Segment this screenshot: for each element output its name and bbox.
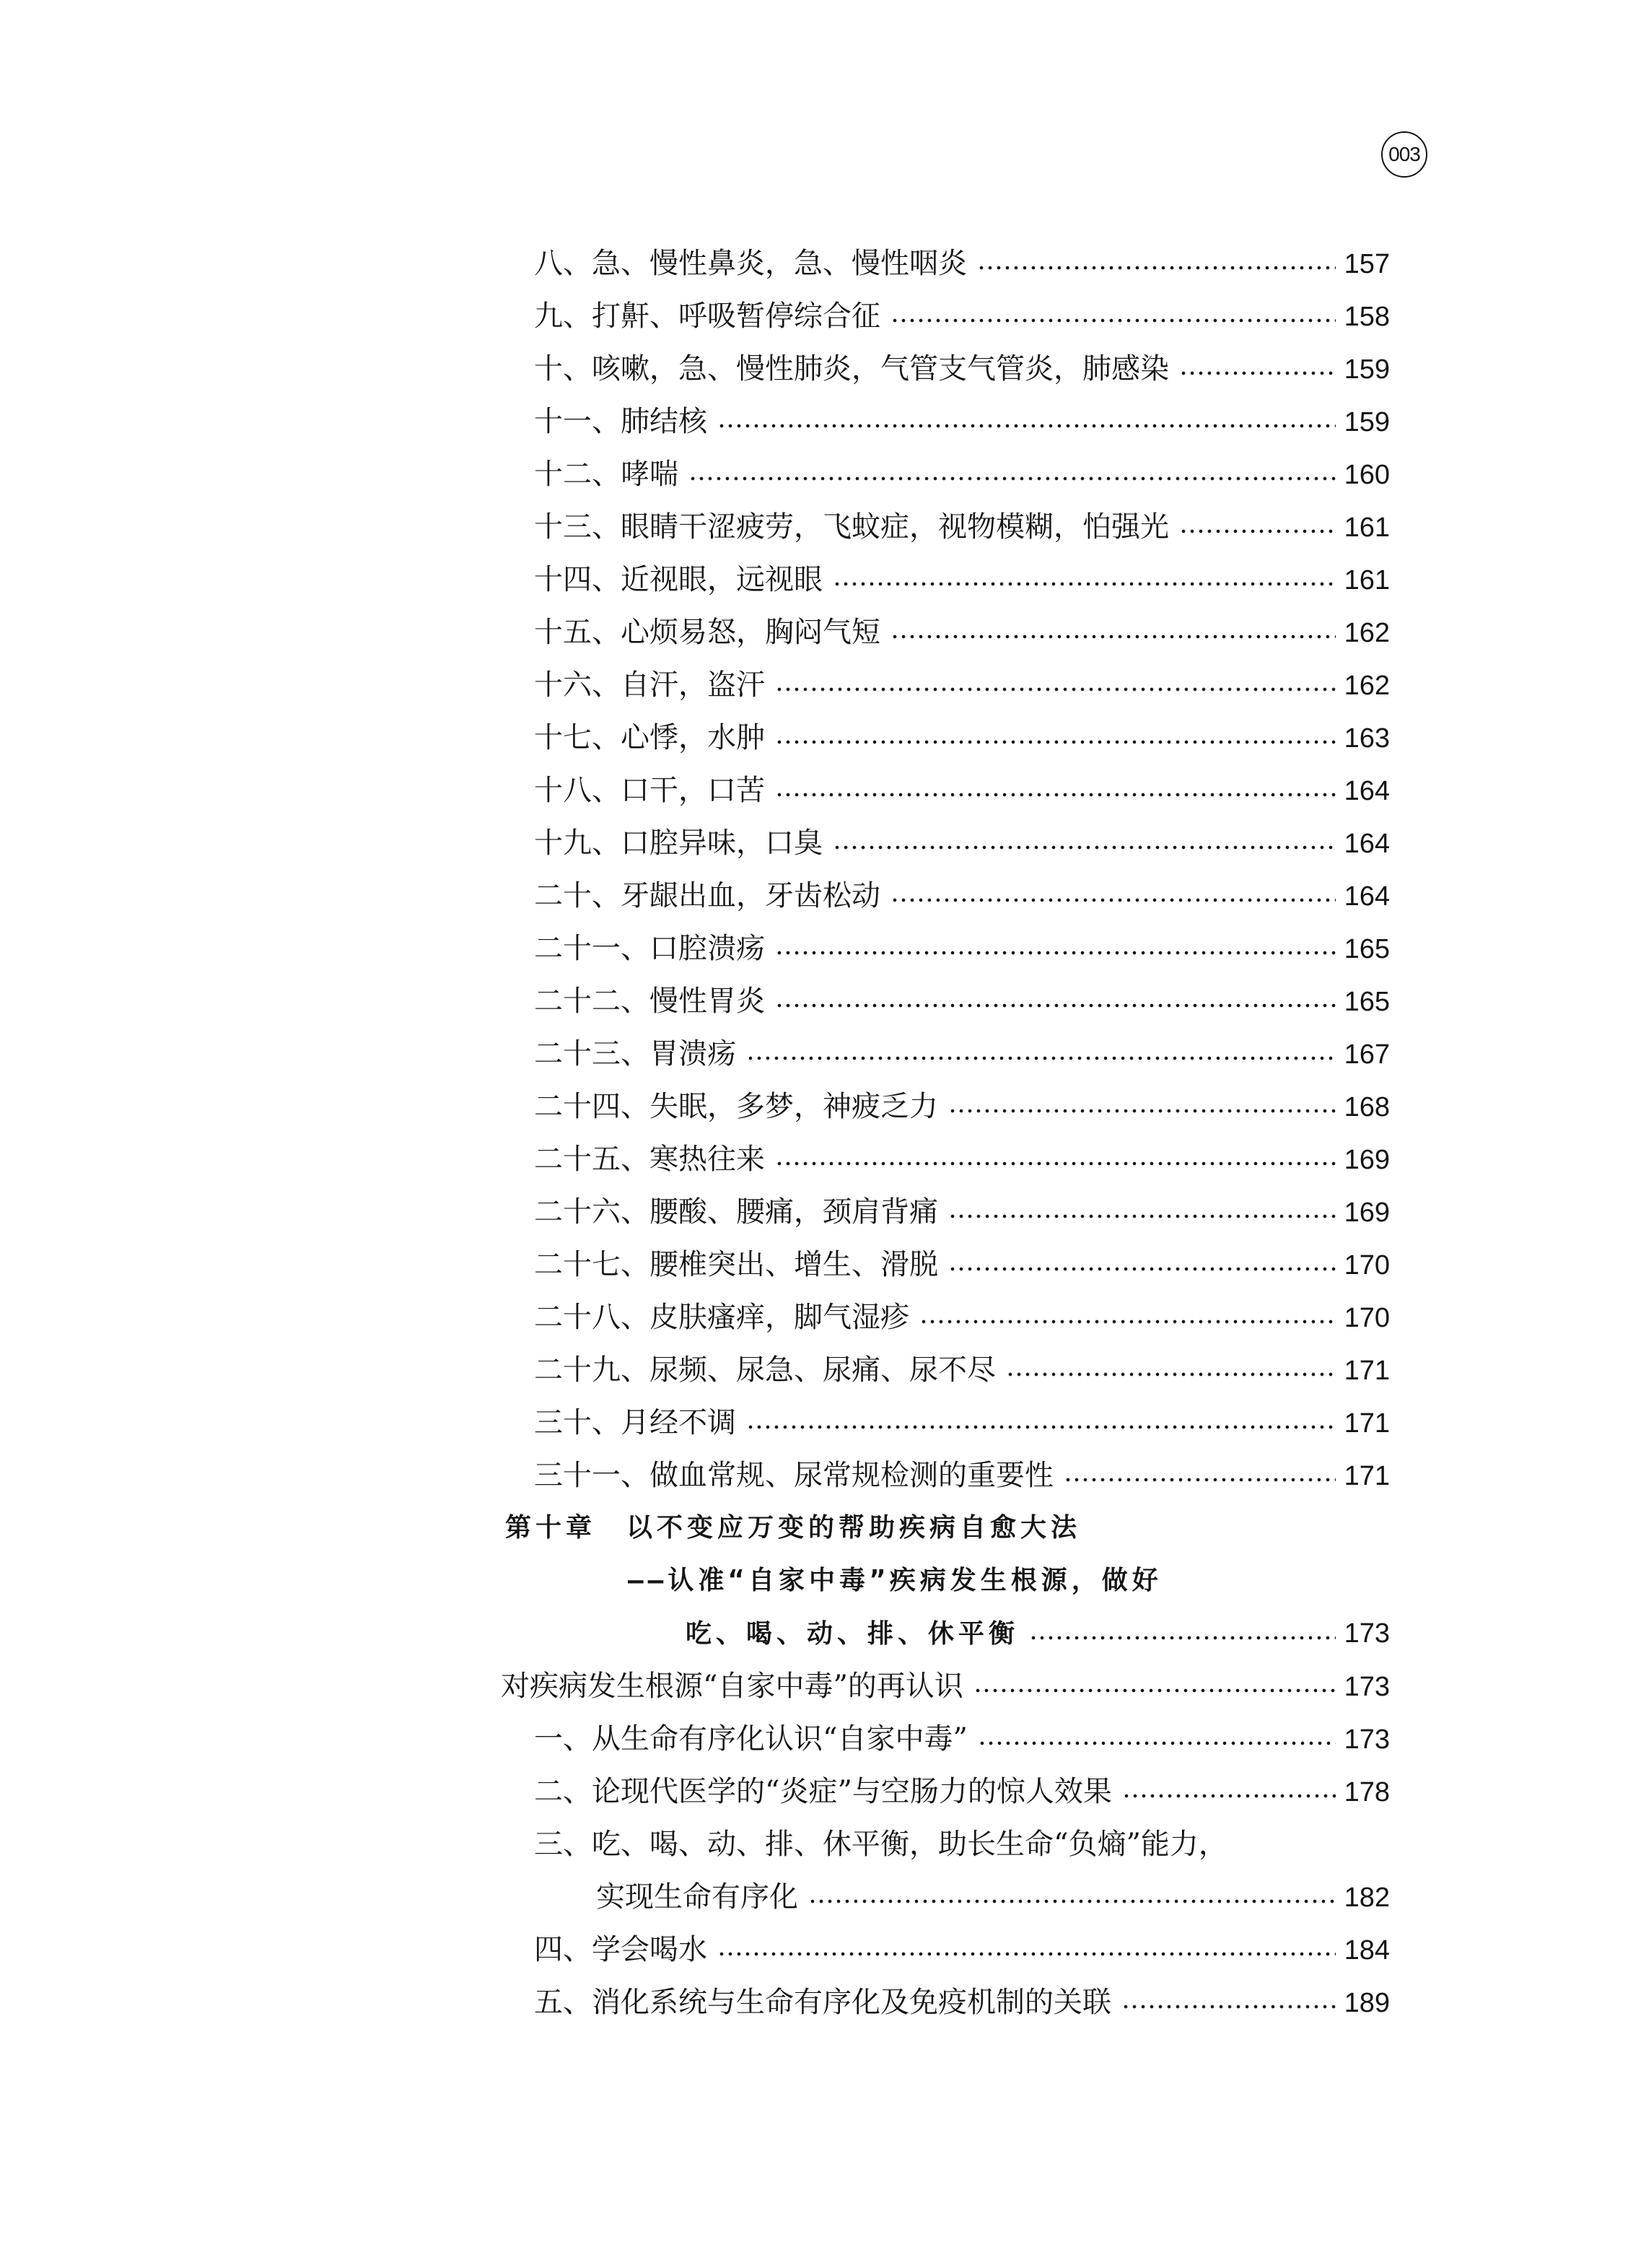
dot-leader xyxy=(1179,528,1336,534)
dot-leader xyxy=(746,1055,1336,1061)
toc-entry-label: 实现生命有序化 xyxy=(596,1880,798,1914)
dot-leader xyxy=(1064,1477,1336,1483)
toc-entry-page: 161 xyxy=(1344,513,1390,543)
toc-entry-label: 十八、口干，口苦 xyxy=(534,774,765,807)
toc-entry-page: 164 xyxy=(1344,829,1390,859)
toc-entry-label: 九、打鼾、呼吸暂停综合征 xyxy=(534,300,880,333)
toc-entry-label: 十、咳嗽，急、慢性肺炎，气管支气管炎，肺感染 xyxy=(534,352,1169,385)
toc-entry[interactable] xyxy=(534,1823,1390,1866)
dot-leader xyxy=(717,1951,1336,1957)
dot-leader xyxy=(890,318,1336,323)
toc-entry-label: 十五、心烦易怒，胸闷气短 xyxy=(534,616,880,649)
toc-entry-label: 二十八、皮肤瘙痒，脚气湿疹 xyxy=(534,1301,909,1334)
toc-entry[interactable] xyxy=(534,1243,1390,1286)
dot-leader xyxy=(775,686,1336,692)
toc-entry[interactable] xyxy=(534,1032,1390,1076)
toc-entry[interactable] xyxy=(534,663,1390,707)
toc-entry[interactable] xyxy=(534,505,1390,549)
toc-entry-page: 162 xyxy=(1344,618,1390,648)
dot-leader xyxy=(1029,1635,1336,1641)
toc-entry-label: 二十六、腰酸、腰痛，颈肩背痛 xyxy=(534,1195,938,1229)
dot-leader xyxy=(775,1161,1336,1166)
toc-entry-page: 161 xyxy=(1344,565,1390,596)
dot-leader xyxy=(948,1213,1336,1219)
toc-entry-page: 171 xyxy=(1344,1461,1390,1491)
dot-leader xyxy=(948,1266,1336,1272)
toc-entry-label: 二十三、胃溃疡 xyxy=(534,1037,736,1070)
toc-entry-page: 171 xyxy=(1344,1356,1390,1386)
toc-entry-page: 184 xyxy=(1344,1935,1390,1966)
toc-entry-label: 二十、牙龈出血，牙齿松动 xyxy=(534,879,880,912)
dot-leader xyxy=(775,792,1336,798)
chapter-subtitle[interactable] xyxy=(628,1559,1390,1602)
dot-leader xyxy=(775,739,1336,745)
toc-entry-label: 八、急、慢性鼻炎，急、慢性咽炎 xyxy=(534,247,967,280)
dot-leader xyxy=(973,1688,1336,1693)
toc-entry-label: 二、论现代医学的“炎症”与空肠力的惊人效果 xyxy=(534,1775,1112,1808)
dot-leader xyxy=(977,265,1336,271)
toc-entry-page: 169 xyxy=(1344,1198,1390,1228)
toc-entry[interactable] xyxy=(534,927,1390,970)
toc-entry-label: 一、从生命有序化认识“自家中毒” xyxy=(534,1722,968,1755)
dot-leader xyxy=(775,950,1336,956)
dot-leader xyxy=(775,1003,1336,1008)
toc-entry-page: 165 xyxy=(1344,987,1390,1017)
toc-entry[interactable] xyxy=(534,1401,1390,1444)
toc-entry-label: 五、消化系统与生命有序化及免疫机制的关联 xyxy=(534,1986,1111,2019)
toc-entry-continuation[interactable] xyxy=(596,1875,1390,1919)
toc-entry[interactable] xyxy=(534,1981,1390,2024)
toc-entry-page: 171 xyxy=(1344,1408,1390,1439)
toc-entry-label: ——认准“自家中毒”疾病发生根源，做好 xyxy=(628,1566,1163,1595)
toc-entry-page: 173 xyxy=(1344,1672,1390,1702)
toc-entry-label: 十二、哮喘 xyxy=(534,458,678,491)
dot-leader xyxy=(919,1319,1336,1325)
toc-entry[interactable] xyxy=(534,453,1390,496)
dot-leader xyxy=(1006,1371,1336,1377)
dot-leader xyxy=(1179,370,1336,376)
toc-entry-label: 三十、月经不调 xyxy=(534,1406,736,1439)
toc-entry[interactable] xyxy=(534,769,1390,812)
dot-leader xyxy=(833,845,1336,850)
toc-entry-page: 167 xyxy=(1344,1039,1390,1070)
toc-entry[interactable] xyxy=(534,242,1390,285)
page-number: 003 xyxy=(1381,131,1427,178)
toc-entry-page: 182 xyxy=(1344,1883,1390,1913)
toc-entry[interactable] xyxy=(534,611,1390,654)
toc-entry-page: 158 xyxy=(1344,302,1390,332)
toc-entry-label: 三、吃、喝、动、排、休平衡，助长生命“负熵”能力， xyxy=(534,1828,1227,1861)
toc-entry-page: 164 xyxy=(1344,881,1390,912)
toc-entry-page: 160 xyxy=(1344,460,1390,490)
toc-entry[interactable] xyxy=(534,1138,1390,1181)
toc-entry[interactable] xyxy=(534,295,1390,338)
toc-entry-label: 十九、口腔异味，口臭 xyxy=(534,826,823,860)
toc-entry-label: 十三、眼睛干涩疲劳，飞蚊症，视物模糊，怕强光 xyxy=(534,510,1169,544)
toc-entry[interactable] xyxy=(534,1348,1390,1392)
toc-entry-page: 162 xyxy=(1344,671,1390,701)
toc-entry-page: 173 xyxy=(1344,1618,1390,1649)
toc-entry-page: 170 xyxy=(1344,1250,1390,1281)
toc-entry-page: 170 xyxy=(1344,1303,1390,1333)
toc-entry-page: 159 xyxy=(1344,407,1390,437)
toc-entry-label: 二十二、慢性胃炎 xyxy=(534,985,765,1018)
dot-leader xyxy=(833,581,1336,587)
chapter-subtitle-cont[interactable] xyxy=(686,1612,1390,1655)
toc-entry[interactable] xyxy=(534,1190,1390,1234)
dot-leader xyxy=(717,423,1336,429)
dot-leader xyxy=(808,1898,1336,1904)
toc-entry-label: 吃、喝、动、排、休平衡 xyxy=(686,1619,1020,1649)
toc-entry[interactable] xyxy=(534,980,1390,1023)
toc-entry-page: 178 xyxy=(1344,1777,1390,1807)
toc-entry[interactable] xyxy=(534,874,1390,917)
toc-entry-label: 对疾病发生根源“自家中毒”的再认识 xyxy=(501,1670,963,1703)
toc-entry-label: 十四、近视眼，远视眼 xyxy=(534,563,823,596)
toc-entry[interactable] xyxy=(534,716,1390,759)
toc-entry[interactable] xyxy=(534,1928,1390,1971)
dot-leader xyxy=(746,1424,1336,1430)
toc-entry[interactable] xyxy=(534,400,1390,443)
toc-entry-label: 二十五、寒热往来 xyxy=(534,1143,765,1176)
toc-entry-page: 173 xyxy=(1344,1724,1390,1755)
toc-section[interactable] xyxy=(501,1665,1390,1708)
toc-entry[interactable] xyxy=(534,347,1390,391)
toc-entry-label: 十七、心悸，水肿 xyxy=(534,721,765,754)
dot-leader xyxy=(890,634,1336,640)
toc-entry-page: 168 xyxy=(1344,1092,1390,1122)
toc-entry-page: 159 xyxy=(1344,354,1390,385)
toc-entry-page: 189 xyxy=(1344,1988,1390,2018)
chapter-title[interactable] xyxy=(505,1506,1390,1550)
toc-entry[interactable] xyxy=(534,821,1390,865)
dot-leader xyxy=(688,476,1336,481)
toc-entry-label: 三十一、做血常规、尿常规检测的重要性 xyxy=(534,1459,1054,1492)
toc-entry-page: 169 xyxy=(1344,1145,1390,1175)
toc-entry-label: 第十章 以不变应万变的帮助疾病自愈大法 xyxy=(505,1513,1082,1543)
dot-leader xyxy=(890,897,1336,903)
toc-entry-label: 二十七、腰椎突出、增生、滑脱 xyxy=(534,1248,938,1281)
toc-entry-page: 157 xyxy=(1344,249,1390,279)
toc-entry[interactable] xyxy=(534,1085,1390,1128)
toc-entry[interactable] xyxy=(534,558,1390,601)
dot-leader xyxy=(1122,1793,1336,1799)
toc-entry-label: 十六、自汗，盗汗 xyxy=(534,668,765,702)
toc-entry-label: 二十九、尿频、尿急、尿痛、尿不尽 xyxy=(534,1353,996,1387)
toc-entry[interactable] xyxy=(534,1770,1390,1813)
toc-entry-label: 二十一、口腔溃疡 xyxy=(534,932,765,965)
toc-entry-page: 164 xyxy=(1344,776,1390,806)
dot-leader xyxy=(1121,2004,1336,2010)
toc-entry-label: 二十四、失眠，多梦，神疲乏力 xyxy=(534,1090,938,1123)
toc-entry[interactable] xyxy=(534,1454,1390,1497)
toc-entry[interactable] xyxy=(534,1717,1390,1761)
toc-entry-label: 十一、肺结核 xyxy=(534,405,707,438)
dot-leader xyxy=(978,1740,1336,1746)
toc-entry-label: 四、学会喝水 xyxy=(534,1933,707,1966)
toc-entry[interactable] xyxy=(534,1296,1390,1339)
toc-entry-page: 165 xyxy=(1344,934,1390,964)
toc-entry-page: 163 xyxy=(1344,723,1390,754)
dot-leader xyxy=(948,1108,1336,1114)
